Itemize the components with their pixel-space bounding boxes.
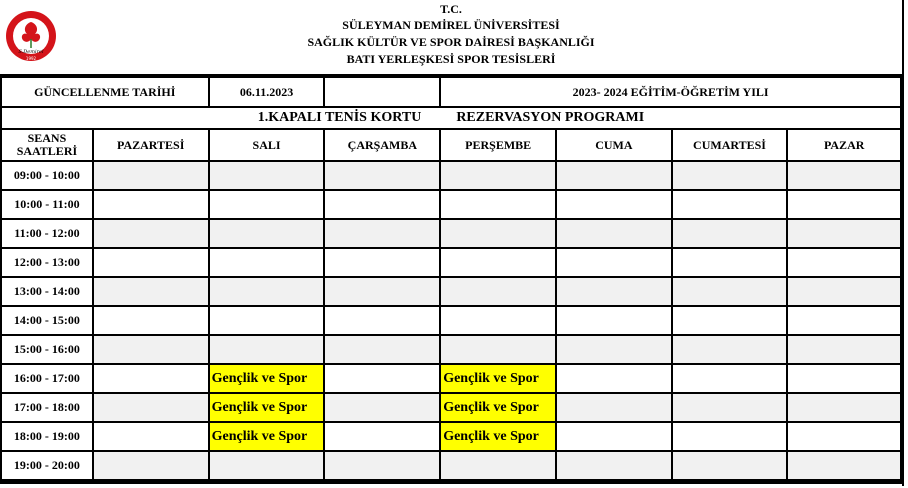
empty-slot-cell: [324, 161, 440, 190]
empty-slot-cell: [209, 306, 325, 335]
time-slot-row: [1, 393, 901, 422]
sheet-right-border: [902, 0, 904, 486]
info-row: [1, 77, 901, 107]
day-header: CUMARTESİ: [672, 129, 788, 161]
time-slot-label: 19:00 - 20:00: [1, 451, 93, 480]
empty-slot-cell: [787, 451, 901, 480]
day-header: CUMA: [556, 129, 672, 161]
empty-slot-cell: [672, 335, 788, 364]
svg-text:S.Demirel: S.Demirel: [18, 49, 44, 55]
empty-slot-cell: [556, 335, 672, 364]
empty-slot-cell: [672, 306, 788, 335]
empty-slot-cell: [209, 451, 325, 480]
document-header: [0, 0, 902, 76]
time-slot-label: 14:00 - 15:00: [1, 306, 93, 335]
empty-slot-cell: [672, 422, 788, 451]
empty-slot-cell: [787, 219, 901, 248]
reservation-table: [0, 76, 902, 481]
time-slot-label: 15:00 - 16:00: [1, 335, 93, 364]
time-slot-row: [1, 161, 901, 190]
day-header: PAZARTESİ: [93, 129, 209, 161]
empty-slot-cell: [787, 393, 901, 422]
empty-slot-cell: [787, 364, 901, 393]
time-slot-label: 16:00 - 17:00: [1, 364, 93, 393]
empty-slot-cell: [556, 190, 672, 219]
time-slot-row: [1, 277, 901, 306]
empty-slot-cell: [556, 364, 672, 393]
empty-slot-cell: [324, 451, 440, 480]
empty-slot-cell: [556, 219, 672, 248]
empty-slot-cell: [93, 306, 209, 335]
time-slot-row: [1, 335, 901, 364]
time-slot-label: 10:00 - 11:00: [1, 190, 93, 219]
updated-label: GÜNCELLENME TARİHİ: [1, 77, 209, 107]
empty-slot-cell: [787, 277, 901, 306]
svg-text:1992: 1992: [25, 56, 37, 61]
empty-slot-cell: [672, 393, 788, 422]
reservation-cell: Gençlik ve Spor: [440, 422, 556, 451]
empty-slot-cell: [93, 277, 209, 306]
empty-slot-cell: [440, 335, 556, 364]
table-title: [1, 107, 901, 129]
empty-slot-cell: [440, 248, 556, 277]
empty-slot-cell: [440, 306, 556, 335]
empty-slot-cell: [440, 219, 556, 248]
empty-slot-cell: [93, 190, 209, 219]
empty-slot-cell: [209, 219, 325, 248]
sheet-bottom-border: [0, 480, 904, 484]
empty-slot-cell: [556, 277, 672, 306]
day-header: PERŞEMBE: [440, 129, 556, 161]
time-slot-row: [1, 190, 901, 219]
reservation-cell: Gençlik ve Spor: [440, 364, 556, 393]
empty-slot-cell: [93, 248, 209, 277]
empty-slot-cell: [672, 161, 788, 190]
time-slot-label: 11:00 - 12:00: [1, 219, 93, 248]
session-hours-header: [1, 129, 93, 161]
empty-slot-cell: [324, 364, 440, 393]
time-slot-row: [1, 364, 901, 393]
time-slot-row: [1, 422, 901, 451]
empty-slot-cell: [324, 248, 440, 277]
time-slot-row: [1, 306, 901, 335]
header-line-tc: T.C.: [440, 2, 462, 16]
empty-slot-cell: [324, 306, 440, 335]
empty-slot-cell: [209, 190, 325, 219]
empty-slot-cell: [209, 277, 325, 306]
empty-slot-cell: [93, 219, 209, 248]
empty-slot-cell: [209, 248, 325, 277]
empty-slot-cell: [324, 393, 440, 422]
day-header: PAZAR: [787, 129, 901, 161]
program-name: REZERVASYON PROGRAMI: [456, 110, 645, 125]
venue-name: 1.KAPALI TENİS KORTU: [257, 110, 422, 125]
empty-slot-cell: [440, 451, 556, 480]
reservation-cell: Gençlik ve Spor: [209, 422, 325, 451]
reservation-cell: Gençlik ve Spor: [209, 364, 325, 393]
empty-slot-cell: [440, 277, 556, 306]
empty-slot-cell: [440, 190, 556, 219]
empty-slot-cell: [787, 161, 901, 190]
time-slot-label: 13:00 - 14:00: [1, 277, 93, 306]
title-row: [1, 107, 901, 129]
empty-slot-cell: [556, 393, 672, 422]
time-slot-label: 17:00 - 18:00: [1, 393, 93, 422]
session-header-line2: SAATLERİ: [16, 144, 78, 158]
empty-slot-cell: [209, 161, 325, 190]
time-slot-label: 12:00 - 13:00: [1, 248, 93, 277]
day-header: ÇARŞAMBA: [324, 129, 440, 161]
academic-year: 2023- 2024 EĞİTİM-ÖĞRETİM YILI: [440, 77, 901, 107]
empty-slot-cell: [787, 248, 901, 277]
day-header-row: [1, 129, 901, 161]
empty-slot-cell: [672, 190, 788, 219]
time-slot-rows: [1, 161, 901, 480]
reservation-cell: Gençlik ve Spor: [209, 393, 325, 422]
empty-slot-cell: [556, 306, 672, 335]
empty-slot-cell: [93, 161, 209, 190]
empty-slot-cell: [324, 190, 440, 219]
empty-slot-cell: [324, 335, 440, 364]
day-header: SALI: [209, 129, 325, 161]
empty-slot-cell: [672, 364, 788, 393]
info-empty-cell: [324, 77, 440, 107]
header-line-university: SÜLEYMAN DEMİREL ÜNİVERSİTESİ: [342, 18, 560, 32]
empty-slot-cell: [787, 422, 901, 451]
header-line-department: SAĞLIK KÜLTÜR VE SPOR DAİRESİ BAŞKANLIĞI: [307, 35, 595, 49]
empty-slot-cell: [324, 219, 440, 248]
time-slot-row: [1, 219, 901, 248]
header-line-facility: BATI YERLEŞKESİ SPOR TESİSLERİ: [346, 52, 556, 66]
empty-slot-cell: [93, 393, 209, 422]
empty-slot-cell: [324, 277, 440, 306]
empty-slot-cell: [324, 422, 440, 451]
empty-slot-cell: [787, 190, 901, 219]
empty-slot-cell: [672, 277, 788, 306]
empty-slot-cell: [93, 364, 209, 393]
time-slot-row: [1, 451, 901, 480]
empty-slot-cell: [93, 422, 209, 451]
time-slot-row: [1, 248, 901, 277]
empty-slot-cell: [672, 219, 788, 248]
empty-slot-cell: [672, 451, 788, 480]
time-slot-label: 09:00 - 10:00: [1, 161, 93, 190]
empty-slot-cell: [556, 161, 672, 190]
session-header-line1: SEANS: [27, 131, 67, 145]
empty-slot-cell: [556, 422, 672, 451]
empty-slot-cell: [787, 335, 901, 364]
updated-date: 06.11.2023: [209, 77, 325, 107]
empty-slot-cell: [672, 248, 788, 277]
time-slot-label: 18:00 - 19:00: [1, 422, 93, 451]
empty-slot-cell: [787, 306, 901, 335]
empty-slot-cell: [440, 161, 556, 190]
reservation-cell: Gençlik ve Spor: [440, 393, 556, 422]
empty-slot-cell: [93, 335, 209, 364]
empty-slot-cell: [556, 451, 672, 480]
empty-slot-cell: [556, 248, 672, 277]
empty-slot-cell: [93, 451, 209, 480]
empty-slot-cell: [209, 335, 325, 364]
